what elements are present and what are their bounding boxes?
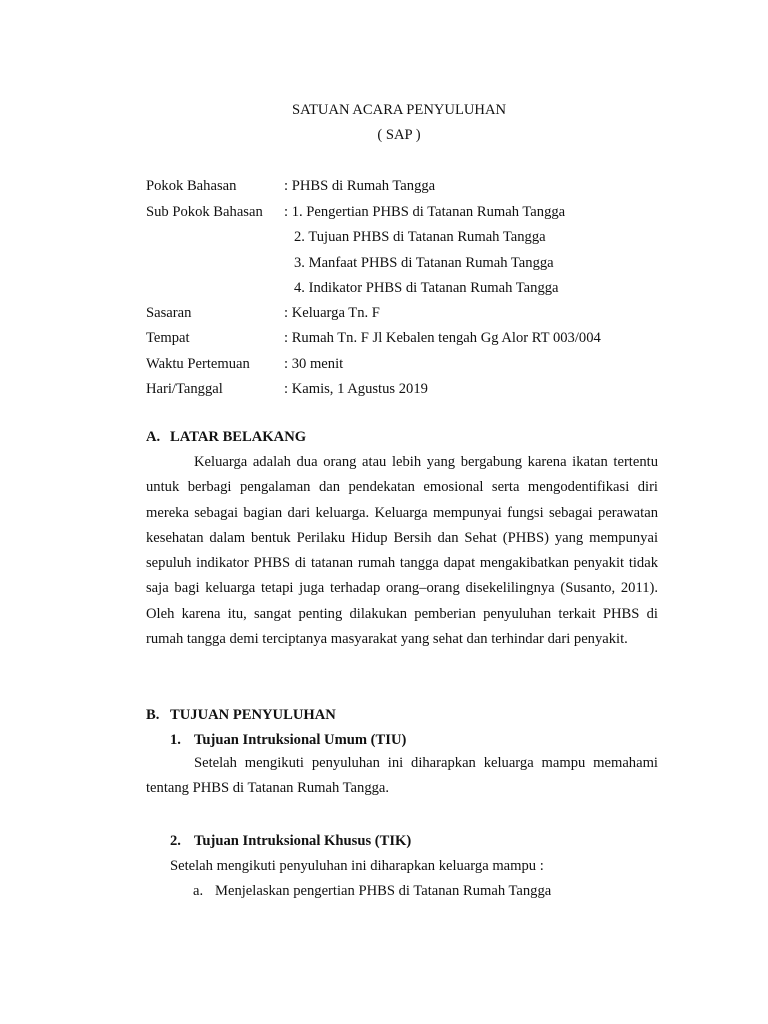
subsection-number: 1.	[170, 732, 181, 748]
list-text: Menjelaskan pengertian PHBS di Tatanan Rumah Tangga	[215, 883, 552, 899]
latar-belakang-paragraph: Keluarga adalah dua orang atau lebih yang bergabung karena ikatan tertentu untuk berbagi pengalaman dan pendekatan emosional serta mengodentifikasi diri mereka sebagai bagian dari keluarga. Keluarga mempunyai fungsi sebagai perawatan kesehatan dalam bentuk Perilaku Hidup Bersih dan Sehat (PHBS) yang mempunyai sepuluh indikator PHBS di tatanan rumah tangga dapat mengakibatkan penyakit tidak saja bagi keluarga tetapi juga terhadap orang–orang disekelilingnya (Susanto, 2011). Oleh karena itu, sangat penting dilakukan pemberian penyuluhan terkait PHBS di rumah tangga demi terciptanya masyarakat yang sehat dan terhindar dari penyakit.	[146, 454, 658, 648]
info-label: Hari/Tanggal	[146, 381, 223, 397]
sub-topic-item: 2. Tujuan PHBS di Tatanan Rumah Tangga	[294, 229, 546, 245]
subsection-heading-tiu	[170, 730, 406, 750]
tik-intro: Setelah mengikuti penyuluhan ini diharapkan keluarga mampu :	[170, 858, 544, 874]
info-value: : PHBS di Rumah Tangga	[284, 178, 436, 194]
tiu-paragraph: Setelah mengikuti penyuluhan ini diharapkan keluarga mampu memahami tentang PHBS di Tatanan Rumah Tangga.	[146, 755, 658, 797]
tik-list-item	[193, 881, 551, 901]
info-value: : 1. Pengertian PHBS di Tatanan Rumah Tangga	[284, 204, 566, 220]
info-label: Pokok Bahasan	[146, 178, 237, 194]
section-letter: A.	[146, 429, 161, 445]
list-letter: a.	[193, 883, 204, 899]
info-value: : Kamis, 1 Agustus 2019	[284, 381, 428, 397]
section-letter: B.	[146, 707, 160, 723]
document-title: SATUAN ACARA PENYULUHAN	[291, 102, 507, 118]
info-value: : 30 menit	[284, 356, 344, 372]
sub-topic-item: 4. Indikator PHBS di Tatanan Rumah Tangga	[294, 280, 559, 296]
info-label: Sub Pokok Bahasan	[146, 204, 263, 220]
subsection-heading-tik	[170, 831, 411, 851]
section-heading-tujuan-penyuluhan	[146, 705, 336, 725]
info-value: : Rumah Tn. F Jl Kebalen tengah Gg Alor RT 003/004	[284, 330, 601, 346]
sub-topic-item: 3. Manfaat PHBS di Tatanan Rumah Tangga	[294, 255, 554, 271]
subsection-title: Tujuan Intruksional Khusus (TIK)	[194, 833, 412, 849]
section-heading-latar-belakang	[146, 427, 306, 447]
info-label: Tempat	[146, 330, 190, 346]
document-subtitle: ( SAP )	[377, 127, 421, 143]
info-label: Sasaran	[146, 305, 192, 321]
info-value: : Keluarga Tn. F	[284, 305, 380, 321]
section-title: LATAR BELAKANG	[170, 429, 307, 445]
subsection-number: 2.	[170, 833, 181, 849]
subsection-title: Tujuan Intruksional Umum (TIU)	[194, 732, 407, 748]
info-label: Waktu Pertemuan	[146, 356, 250, 372]
section-title: TUJUAN PENYULUHAN	[170, 707, 336, 723]
